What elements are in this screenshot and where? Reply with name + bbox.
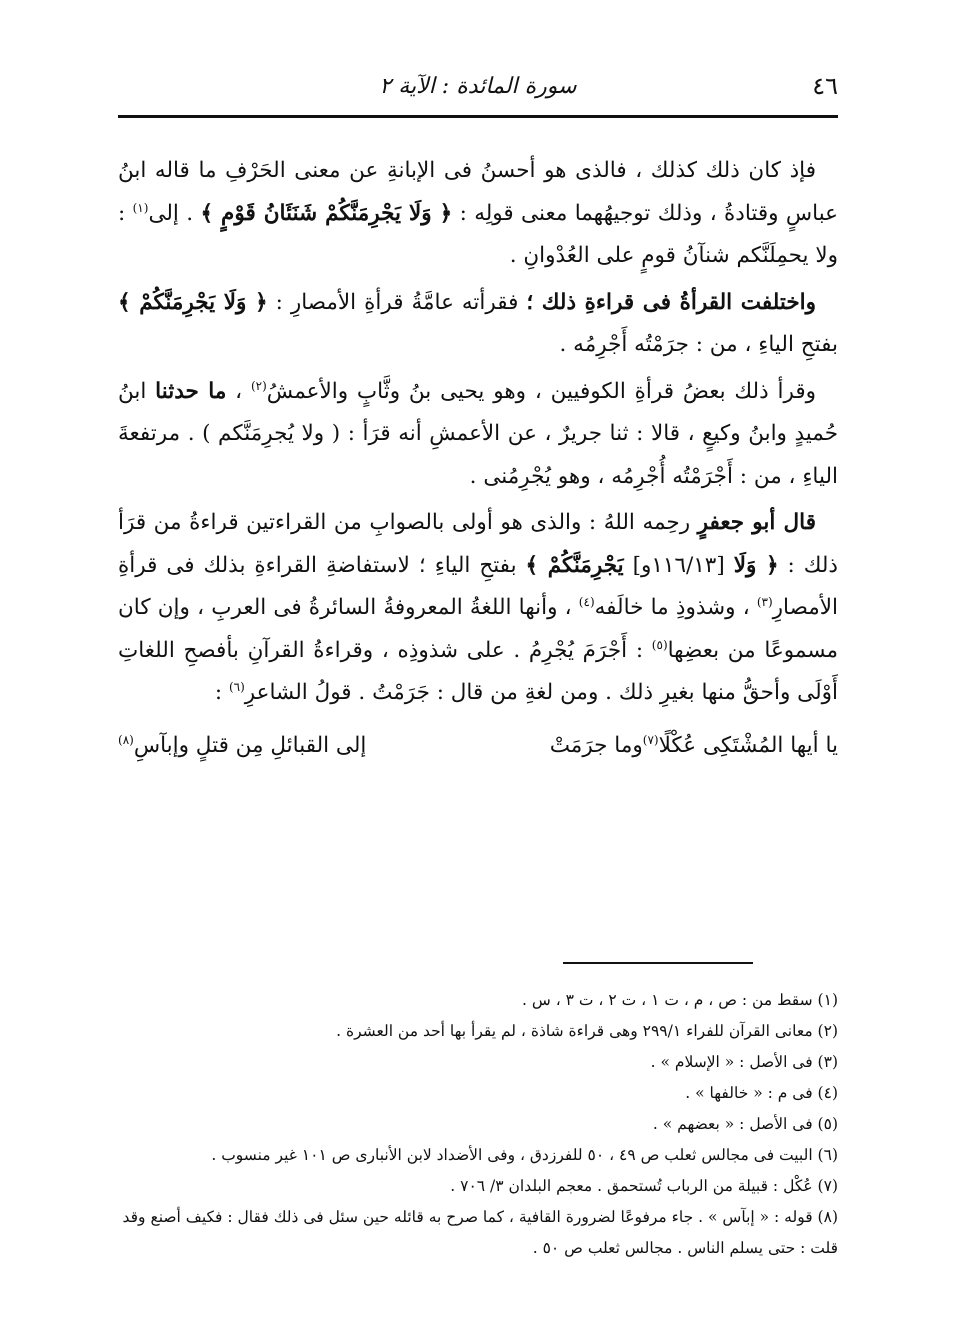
footnote-ref: (٦) (228, 679, 245, 694)
page-number: ٤٦ (812, 72, 838, 100)
footnote-ref: (١) (132, 200, 149, 215)
text-run: . إلى (148, 200, 201, 226)
footnote-ref: (٣) (756, 594, 773, 609)
text-run: رحِمه اللهُ : والذى هو أولى بالصوابِ من القراءتين قراءةُ من قرَأ ذلك : (118, 510, 838, 578)
quran-quote: ﴿ وَلَا يَجْرِمَنَّكُمْ شَنَئَانُ قَوْمٍ ﴾ (200, 200, 453, 226)
text-run: ، وأنها اللغةُ المعروفةُ السائرةُ فى العربِ ، وإن كان مسموعًا من بعضِها (118, 595, 839, 663)
text-run: فإذ كان ذلك كذلك ، فالذى هو أحسنُ فى الإبانةِ عن معنى الحَرْفِ ما قاله ابنُ عباسٍ وقتادةُ ، وذلك توجيهُهما معنى قولِه : (118, 158, 839, 226)
text-run: [١١٦/١٣و] (623, 552, 734, 578)
verse-first-half (550, 725, 838, 767)
footnote: (٤) فى م : « خالفها » . (685, 1084, 838, 1102)
footnote-ref: (٥) (651, 637, 668, 652)
verse-second-text: إلى القبائلِ مِن قتلٍ وإبآسِ (133, 732, 367, 758)
page-header (118, 62, 838, 118)
paragraph (118, 371, 838, 499)
text-run: : (214, 680, 229, 705)
paragraphs (118, 150, 838, 715)
quran-quote: ﴿ وَلَا (733, 552, 779, 578)
verse-first-end: وما جرَمَتْ (549, 732, 643, 758)
footnote: (٣) فى الأصل : « الإسلام » . (650, 1053, 838, 1071)
header-rule (118, 115, 838, 118)
text-run: بفتحِ الياءِ ؛ لاستفاضةِ القراءةِ بذلك فى قرأةِ الأمصارِ (118, 552, 838, 620)
main-text (118, 150, 838, 767)
footnote-ref: (٨) (118, 732, 134, 747)
quran-quote: ﴿ وَلَا يَجْرِمَنَّكُمْ ﴾ (118, 289, 268, 315)
footnote: (٥) فى الأصل : « بعضهم » . (652, 1115, 838, 1133)
bold-phrase: قال أبو جعفرٍ (697, 510, 816, 535)
footnote: (٧) عُكْل : قبيلة من الرباب تُستحمق . معجم البلدان ٣/ ٧٠٦ . (450, 1177, 838, 1195)
text-run: بفتحِ الياءِ ، من : جرَمْتُه أَجْرِمُه . (559, 332, 838, 357)
verse-first-text: يا أيها المُشْتَكِى عُكْلًا (658, 732, 838, 758)
text-run: وقرأ ذلك بعضُ قرأةِ الكوفيين ، وهو يحيى بنُ وثَّابٍ والأعمشُ (266, 378, 816, 404)
paragraph (118, 150, 838, 278)
footnote-separator (563, 962, 753, 964)
text-run: : أَجْرَمَ يُجْرِمُ . على شذوذِه ، وقراءةُ القرآنِ بأفصحِ اللغاتِ أَوْلَى وأحقُّ منها بغيرِ ذلك . ومن لغةِ من قال : جَرَمْتُ . قولُ الشاعرِ (118, 637, 838, 705)
text-run: ، (226, 378, 251, 404)
footnote: (٢) معانى القرآن للفراء ٢٩٩/١ وهى قراءة شاذة ، لم يقرأ بها أحد من العشرة . (336, 1022, 838, 1040)
footnote-ref: (٤) (578, 594, 595, 609)
bold-phrase: ما حدثنا (155, 378, 227, 404)
verse-second-half (118, 725, 366, 767)
quran-quote: يَجْرِمَنَّكُمْ ﴾ (525, 552, 624, 578)
text-run: : ولا يحمِلَنَّكم شنآنُ قومٍ على العُدْوانِ . (118, 200, 838, 268)
paragraph (118, 282, 838, 367)
footnote-ref: (٢) (250, 378, 267, 393)
footnote: (٦) البيت فى مجالس ثعلب ص ٤٩ ، ٥٠ للفرزدق ، وفى الأضداد لابن الأنبارى ص ١٠١ غير منسوب . (211, 1146, 838, 1164)
paragraph (118, 502, 838, 715)
footnote: (١) سقط من : ص ، م ، ت ١ ، ت ٢ ، ت ٣ ، س . (522, 991, 838, 1009)
poetry-verse (118, 725, 838, 767)
footnote-ref: (٧) (642, 732, 659, 747)
text-run: فقرأته عامَّةُ قرأةِ الأمصارِ : (267, 289, 527, 315)
footnote: (٨) قوله : « إبآس » . جاء مرفوعًا لضرورة القافية ، كما صرح به قائله حين سئل فى ذلك فقال : فكيف أصنع وقد قلت : حتى يسلم الناس . مجالس ثعلب ص ٥٠ . (122, 1208, 838, 1257)
bold-phrase: واختلفت القرأةُ فى قراءةِ ذلك ؛ (526, 289, 816, 315)
text-run: ، وشذوذِ ما خالَفه (594, 595, 757, 620)
footnotes (118, 985, 838, 1264)
running-title: سورة المائدة : الآية ٢ (379, 74, 577, 99)
text-run: ابنُ حُميدٍ وابنُ وكيعٍ ، قالا : ثنا جريرٌ ، عن الأعمشِ أنه قرَأ : ( ولا يُجرِمَنَّكم ) . مرتفعةَ الياءِ ، من : أَجْرَمْتُه أُجْرِمُه ، وهو يُجْرِمُنى . (118, 378, 838, 489)
